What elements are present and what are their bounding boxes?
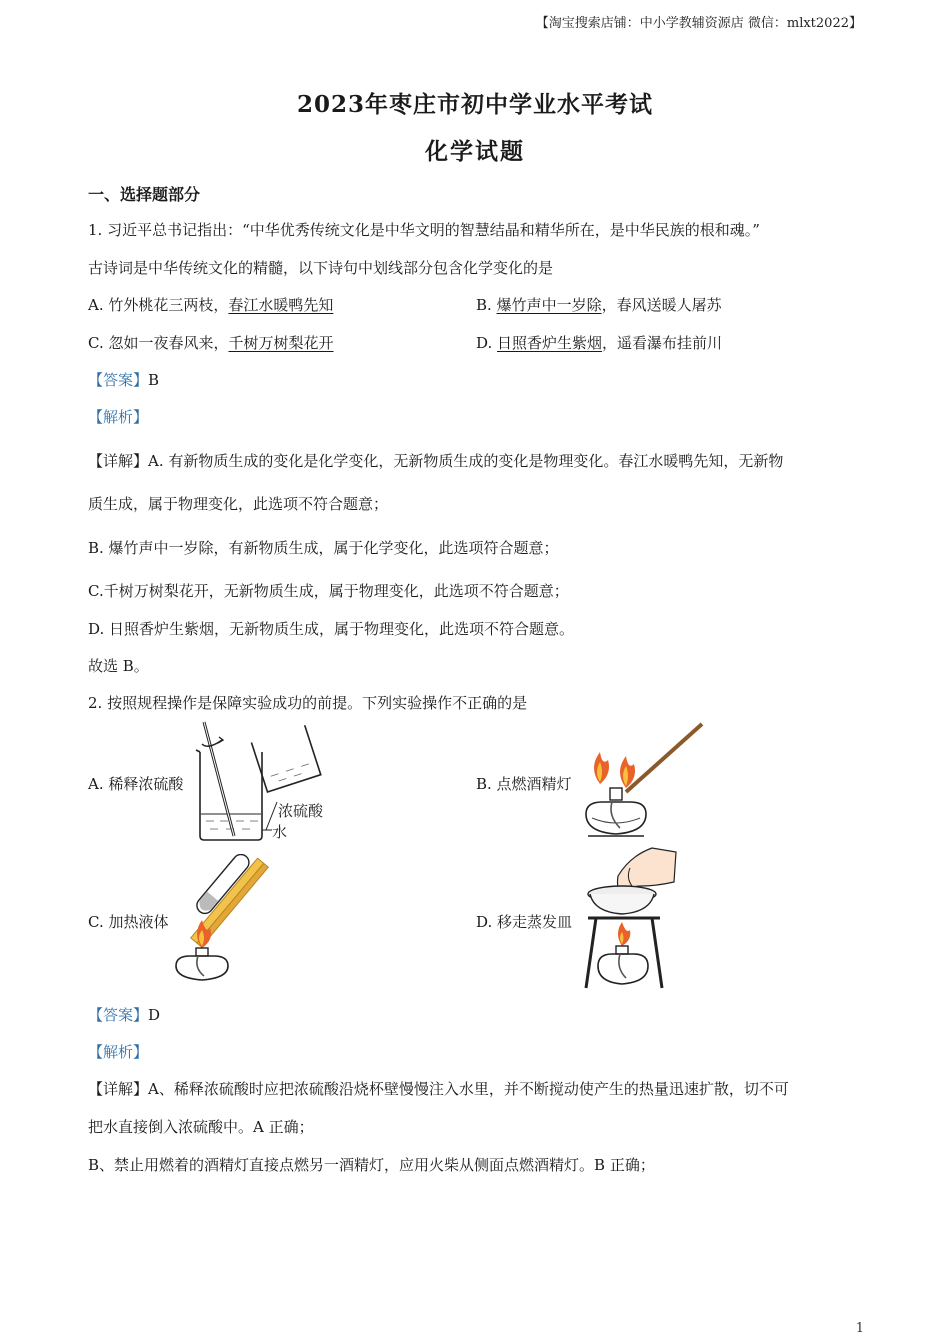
q1-answer-label: 【答案】 [88, 371, 149, 389]
q1-option-d [476, 332, 722, 353]
q2-detail-label: 【详解】 [88, 1080, 149, 1098]
q1-stem-line2: 古诗词是中华传统文化的精髓，以下诗句中划线部分包含化学变化的是 [88, 259, 554, 277]
q2-option-a: A. 稀释浓硫酸 [88, 775, 184, 793]
q1-detail-d: D. 日照香炉生紫烟，无新物质生成，属于物理变化，此选项不符合题意。 [88, 620, 575, 638]
q1-detail-a-line2: 质生成，属于物理变化，此选项不符合题意； [88, 495, 389, 513]
q1-detail-label: 【详解】 [88, 452, 149, 470]
q1-conclusion: 故选 B。 [88, 657, 149, 675]
q1-option-a-text: A. 竹外桃花三两枝， [88, 296, 229, 314]
figure-move-dish [578, 842, 678, 992]
exam-subtitle: 化学试题 [425, 138, 525, 165]
q1-option-c [88, 332, 334, 353]
exam-title: 2023年枣庄市初中学业水平考试 [296, 91, 653, 118]
page-number: 1 [855, 1321, 864, 1336]
q1-option-b-text: ，春风送暖人屠苏 [601, 296, 722, 314]
q1-answer [88, 369, 159, 390]
q1-option-b-underline: 爆竹声中一岁除 [496, 296, 602, 314]
q1-analysis-label: 【解析】 [88, 408, 149, 426]
q2-analysis-label: 【解析】 [88, 1043, 149, 1061]
q2-option-b: B. 点燃酒精灯 [476, 775, 572, 793]
q1-option-a-underline: 春江水暖鸭先知 [228, 296, 334, 314]
q1-answer-value: B [148, 371, 160, 389]
q1-option-a [88, 294, 333, 315]
q2-detail-a-text: A、稀释浓硫酸时应把浓硫酸沿烧杯壁慢慢注入水里，并不断搅动使产生的热量迅速扩散，切不可 [148, 1080, 789, 1098]
label-water: 水 [272, 823, 288, 841]
q2-detail-b: B、禁止用燃着的酒精灯直接点燃另一酒精灯，应用火柴从侧面点燃酒精灯。B 正确； [88, 1156, 655, 1174]
q2-stem: 2. 按照规程操作是保障实验成功的前提。下列实验操作不正确的是 [88, 694, 528, 712]
figure-heat-liquid [168, 854, 298, 982]
q2-answer-value: D [148, 1006, 161, 1024]
q2-answer-label: 【答案】 [88, 1006, 149, 1024]
q1-option-c-text: C. 忽如一夜春风来， [88, 334, 229, 352]
q2-option-d: D. 移走蒸发皿 [476, 913, 573, 931]
q1-stem-line1: 1. 习近平总书记指出：“中华优秀传统文化是中华文明的智慧结晶和精华所在，是中华民族的根和魂。” [88, 221, 760, 239]
q1-option-d-letter: D. [476, 334, 498, 352]
q2-detail-a-line1 [88, 1078, 789, 1099]
header-note: 【淘宝搜索店铺：中小学教辅资源店 微信：mlxt2022】 [535, 16, 862, 31]
q1-detail-c: C.千树万树梨花开，无新物质生成，属于物理变化，此选项不符合题意； [88, 582, 569, 600]
q2-answer [88, 1004, 160, 1025]
q1-option-d-underline: 日照香炉生紫烟 [497, 334, 603, 352]
q1-option-b [476, 294, 722, 315]
q1-option-d-text: ，遥看瀑布挂前川 [602, 334, 723, 352]
figure-light-lamp [578, 718, 708, 840]
q2-detail-a-line2: 把水直接倒入浓硫酸中。A 正确； [88, 1118, 314, 1136]
q1-option-c-underline: 千树万树梨花开 [228, 334, 334, 352]
section-heading: 一、选择题部分 [88, 185, 201, 204]
q1-detail-a-line1 [88, 450, 783, 471]
q2-option-c: C. 加热液体 [88, 913, 169, 931]
q1-detail-b: B. 爆竹声中一岁除，有新物质生成，属于化学变化，此选项符合题意； [88, 539, 559, 557]
figure-dilute-acid [188, 718, 338, 848]
q1-option-b-letter: B. [476, 296, 497, 314]
q1-detail-a-text: A. 有新物质生成的变化是化学变化，无新物质生成的变化是物理变化。春江水暖鸭先知，无新物 [148, 452, 784, 470]
label-acid: 浓硫酸 [278, 802, 324, 820]
